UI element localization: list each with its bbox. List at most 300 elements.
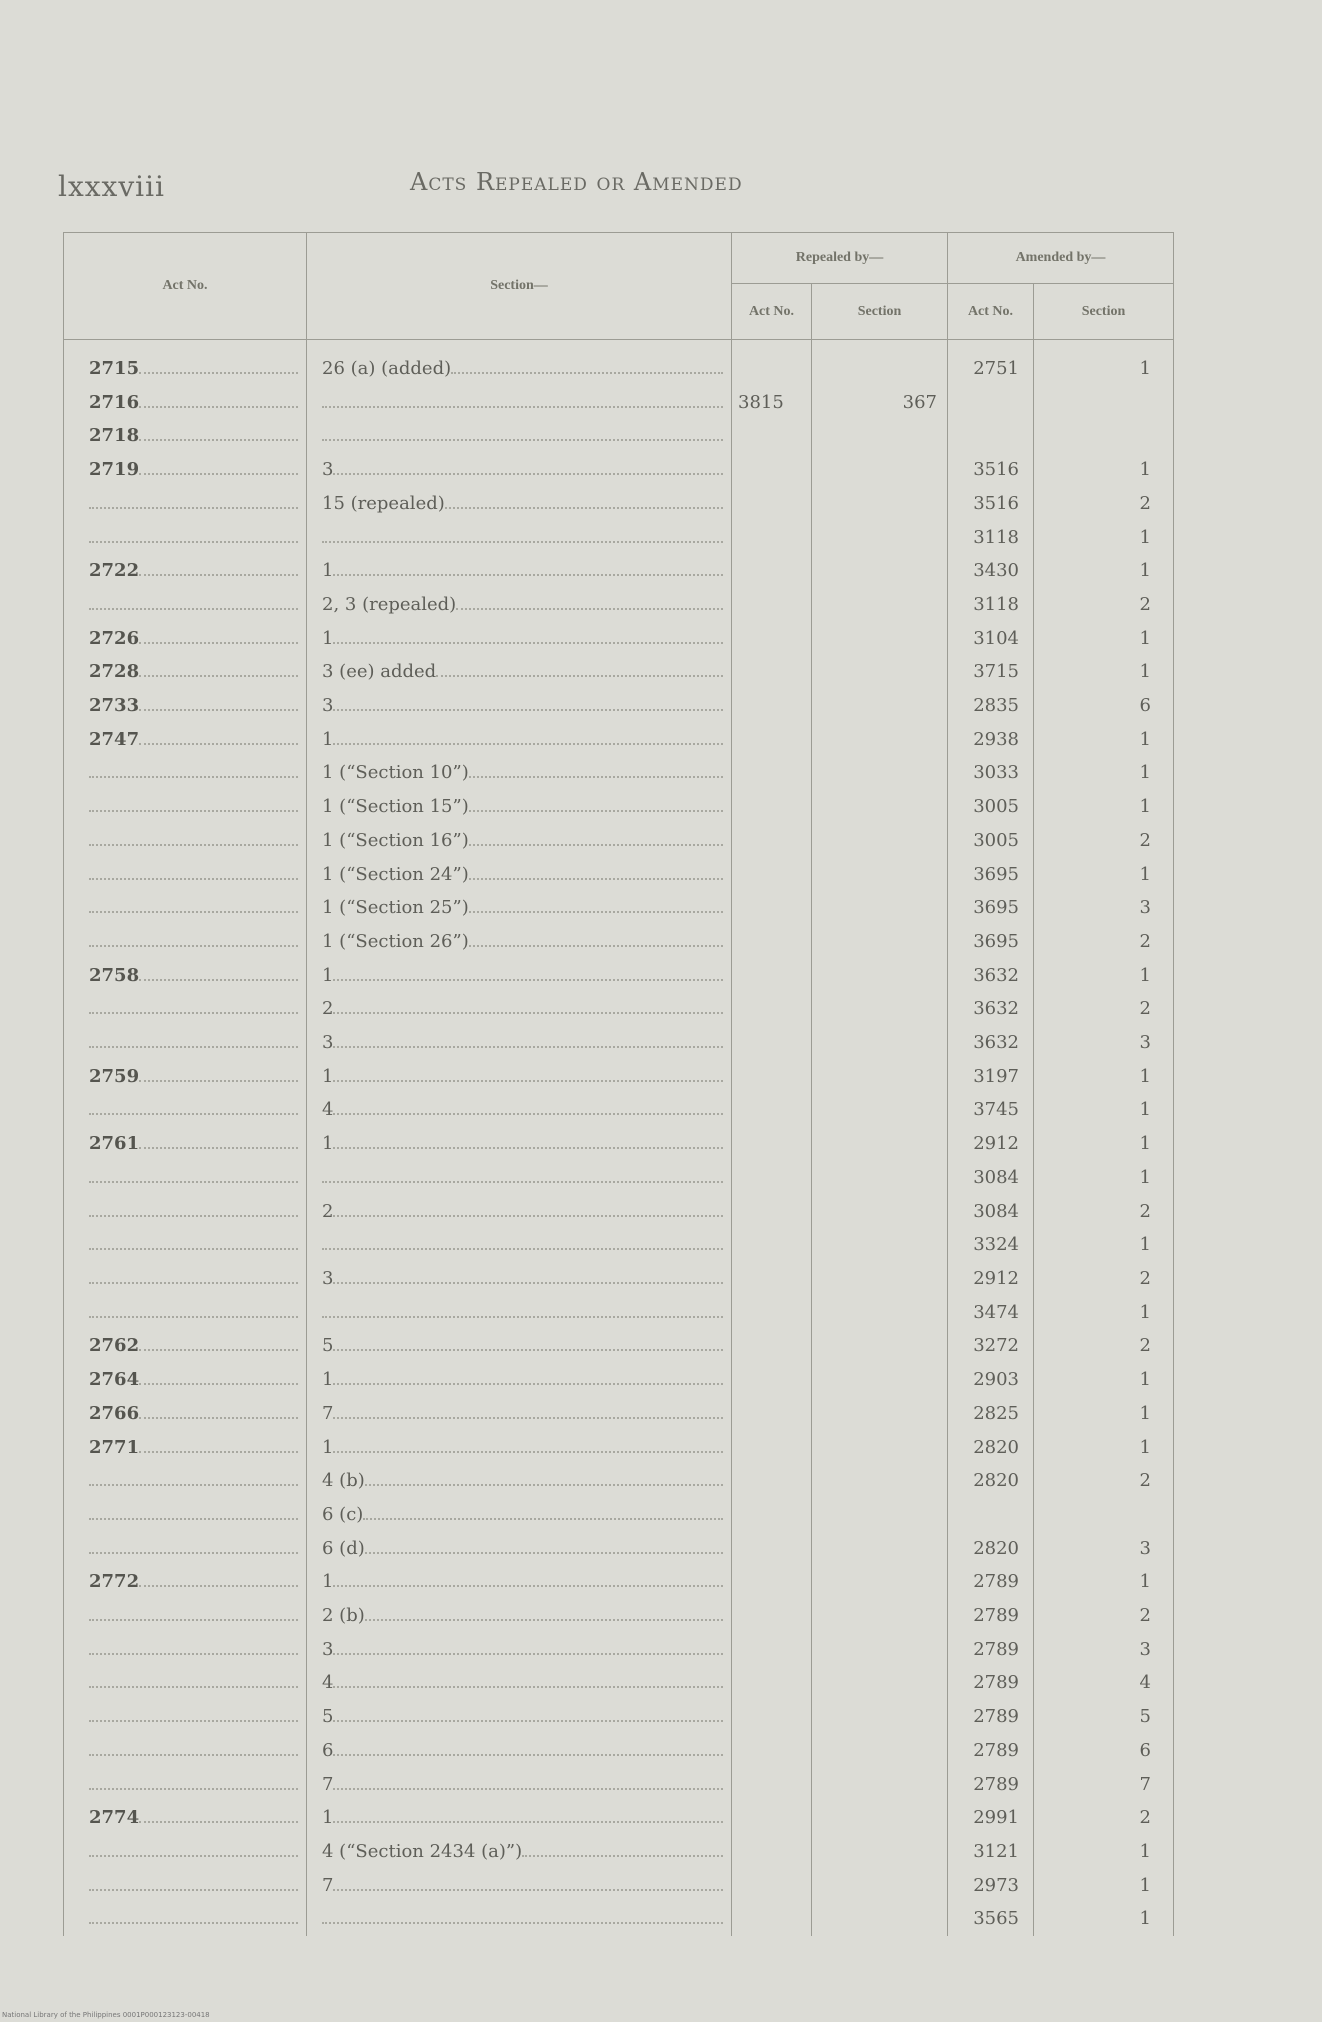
act-number-cell: [64, 1026, 307, 1060]
repealed-section-cell: [812, 1262, 948, 1296]
section-cell-text: 1 (“Section 25”): [322, 897, 469, 919]
act-number-cell: [64, 1363, 307, 1397]
act-number-cell: [64, 992, 307, 1026]
amended-act-cell: [948, 925, 1034, 959]
dot-leader: [139, 709, 298, 711]
repealed-act-cell: [732, 1060, 812, 1094]
amended-section-cell: [1034, 925, 1174, 959]
repealed-act-cell: [732, 554, 812, 588]
amended-act-cell-text: 3715: [973, 661, 1019, 683]
section-cell-text: 2, 3 (repealed): [322, 593, 457, 615]
repealed-section-cell: [812, 521, 948, 555]
amended-act-cell: [948, 1262, 1034, 1296]
dot-leader: [139, 574, 298, 576]
act-number-cell-text: 2771: [89, 1436, 140, 1458]
amended-act-cell: [948, 1565, 1034, 1599]
amended-act-cell: [948, 1666, 1034, 1700]
section-cell-text: 1: [322, 1065, 334, 1087]
header-act-no: Act No.: [64, 233, 307, 340]
dot-leader: [89, 1889, 298, 1891]
section-cell: [307, 1565, 732, 1599]
repealed-act-cell: [732, 1734, 812, 1768]
amended-section-cell-text: 1: [1139, 863, 1151, 885]
table-row: [64, 925, 1174, 959]
acts-table: [63, 232, 1174, 1936]
table-row: [64, 1363, 1174, 1397]
section-cell-text: 3: [322, 1032, 334, 1054]
section-cell-text: 1: [322, 964, 334, 986]
repealed-section-cell: [812, 1161, 948, 1195]
dot-leader: [89, 1619, 298, 1621]
act-number-cell: [64, 925, 307, 959]
repealed-section-cell: [812, 1431, 948, 1465]
dot-leader: [89, 1754, 298, 1756]
section-cell: [307, 1498, 732, 1532]
act-number-cell: [64, 1666, 307, 1700]
section-cell-text: 4 (b): [322, 1470, 365, 1492]
amended-act-cell: [948, 453, 1034, 487]
dot-leader: [89, 844, 298, 846]
amended-section-cell-text: 1: [1139, 728, 1151, 750]
amended-act-cell: [948, 588, 1034, 622]
table-row: [64, 790, 1174, 824]
page-title: Acts Repealed or Amended: [410, 168, 743, 196]
amended-act-cell-text: 3632: [973, 998, 1019, 1020]
act-number-cell: [64, 554, 307, 588]
amended-section-cell-text: 6: [1139, 695, 1151, 717]
amended-act-cell: [948, 1060, 1034, 1094]
table-row: [64, 723, 1174, 757]
act-number-cell: [64, 1127, 307, 1161]
table-row: [64, 1700, 1174, 1734]
amended-section-cell-text: 1: [1139, 964, 1151, 986]
table-row: [64, 655, 1174, 689]
amended-act-cell: [948, 1397, 1034, 1431]
amended-act-cell-text: 3118: [973, 593, 1019, 615]
amended-section-cell: [1034, 1262, 1174, 1296]
dot-leader: [89, 1788, 298, 1790]
repealed-act-cell: [732, 588, 812, 622]
section-cell-text: 1 (“Section 15”): [322, 796, 469, 818]
amended-section-cell: [1034, 858, 1174, 892]
amended-section-cell-text: 1: [1139, 1369, 1151, 1391]
repealed-act-cell: [732, 1902, 812, 1936]
repealed-section-cell: [812, 453, 948, 487]
repealed-section-cell: [812, 554, 948, 588]
repealed-act-cell: [732, 1262, 812, 1296]
table-row: [64, 992, 1174, 1026]
repealed-section-cell: [812, 1026, 948, 1060]
dot-leader: [469, 844, 723, 846]
section-cell-text: 1: [322, 728, 334, 750]
amended-section-cell: [1034, 1599, 1174, 1633]
dot-leader: [89, 1686, 298, 1688]
section-cell: [307, 1700, 732, 1734]
header-amended-section: Section: [1034, 284, 1174, 340]
table-row: [64, 1666, 1174, 1700]
amended-act-cell: [948, 521, 1034, 555]
section-cell: [307, 1431, 732, 1465]
section-cell: [307, 790, 732, 824]
section-cell: [307, 1195, 732, 1229]
dot-leader: [333, 1147, 723, 1149]
amended-section-cell-text: 1: [1139, 1065, 1151, 1087]
amended-act-cell-text: 2789: [973, 1571, 1019, 1593]
amended-act-cell: [948, 992, 1034, 1026]
amended-act-cell: [948, 1127, 1034, 1161]
table-row: [64, 1262, 1174, 1296]
amended-section-cell-text: 2: [1139, 1335, 1151, 1357]
dot-leader: [445, 507, 723, 509]
table-row: [64, 1431, 1174, 1465]
repealed-act-cell: [732, 1431, 812, 1465]
section-cell-text: 1: [322, 1369, 334, 1391]
amended-act-cell: [948, 1329, 1034, 1363]
repealed-section-cell: [812, 1296, 948, 1330]
act-number-cell: [64, 1093, 307, 1127]
amended-act-cell-text: 3430: [973, 560, 1019, 582]
section-cell: [307, 1026, 732, 1060]
act-number-cell: [64, 1768, 307, 1802]
amended-act-cell-text: 2789: [973, 1706, 1019, 1728]
page-number: lxxxviii: [58, 170, 166, 203]
repealed-act-cell: [732, 1026, 812, 1060]
section-cell: [307, 1397, 732, 1431]
dot-leader: [322, 1248, 723, 1250]
section-cell: [307, 689, 732, 723]
section-cell-text: 2 (b): [322, 1605, 365, 1627]
table-row: [64, 858, 1174, 892]
repealed-section-cell: [812, 1329, 948, 1363]
amended-act-cell-text: 2789: [973, 1739, 1019, 1761]
dot-leader: [333, 473, 723, 475]
repealed-section-cell: [812, 1801, 948, 1835]
dot-leader: [89, 507, 298, 509]
dot-leader: [333, 1282, 723, 1284]
dot-leader: [333, 1349, 723, 1351]
amended-act-cell-text: 2835: [973, 695, 1019, 717]
amended-section-cell: [1034, 824, 1174, 858]
dot-leader: [89, 1922, 298, 1924]
amended-act-cell-text: 3084: [973, 1200, 1019, 1222]
amended-act-cell-text: 3516: [973, 459, 1019, 481]
amended-section-cell-text: 1: [1139, 1133, 1151, 1155]
dot-leader: [139, 406, 298, 408]
act-number-cell: [64, 1869, 307, 1903]
amended-act-cell-text: 2912: [973, 1133, 1019, 1155]
repealed-act-cell: [732, 1599, 812, 1633]
dot-leader: [322, 439, 723, 441]
amended-act-cell-text: 2789: [973, 1773, 1019, 1795]
amended-section-cell-text: 1: [1139, 1436, 1151, 1458]
act-number-cell-text: 2719: [89, 459, 140, 481]
dot-leader: [139, 675, 298, 677]
amended-section-cell-text: 2: [1139, 1470, 1151, 1492]
repealed-section-cell: [812, 891, 948, 925]
amended-section-cell: [1034, 1228, 1174, 1262]
amended-act-cell: [948, 689, 1034, 723]
act-number-cell: [64, 1397, 307, 1431]
dot-leader: [139, 1417, 298, 1419]
act-number-cell-text: 2764: [89, 1369, 140, 1391]
amended-act-cell-text: 3121: [973, 1840, 1019, 1862]
dot-leader: [469, 878, 723, 880]
section-cell: [307, 1060, 732, 1094]
table-row: [64, 1195, 1174, 1229]
amended-act-cell: [948, 756, 1034, 790]
section-cell: [307, 521, 732, 555]
repealed-section-cell: [812, 1700, 948, 1734]
amended-act-cell-text: 2820: [973, 1436, 1019, 1458]
amended-section-cell: [1034, 1195, 1174, 1229]
act-number-cell-text: 2759: [89, 1065, 140, 1087]
section-cell: [307, 1532, 732, 1566]
dot-leader: [89, 1012, 298, 1014]
repealed-act-cell: [732, 723, 812, 757]
table-row: [64, 1869, 1174, 1903]
amended-section-cell-text: 1: [1139, 1840, 1151, 1862]
amended-act-cell-text: 3474: [973, 1301, 1019, 1323]
section-cell-text: 6: [322, 1739, 334, 1761]
dot-leader: [365, 1619, 723, 1621]
amended-act-cell: [948, 1700, 1034, 1734]
section-cell-text: 7: [322, 1874, 334, 1896]
amended-act-cell: [948, 386, 1034, 420]
act-number-cell: [64, 1599, 307, 1633]
amended-section-cell-text: 1: [1139, 627, 1151, 649]
act-number-cell: [64, 891, 307, 925]
amended-section-cell: [1034, 655, 1174, 689]
dot-leader: [365, 1484, 723, 1486]
amended-act-cell-text: 2938: [973, 728, 1019, 750]
amended-section-cell: [1034, 891, 1174, 925]
repealed-act-cell: [732, 1363, 812, 1397]
amended-section-cell-text: 1: [1139, 560, 1151, 582]
amended-section-cell: [1034, 1801, 1174, 1835]
repealed-act-cell: [732, 386, 812, 420]
section-cell-text: 4 (“Section 2434 (a)”): [322, 1840, 523, 1862]
amended-section-cell-text: 6: [1139, 1739, 1151, 1761]
dot-leader: [139, 372, 298, 374]
amended-section-cell: [1034, 689, 1174, 723]
amended-act-cell: [948, 1734, 1034, 1768]
dot-leader: [139, 979, 298, 981]
act-number-cell: [64, 1700, 307, 1734]
dot-leader: [456, 608, 723, 610]
table-row: [64, 554, 1174, 588]
act-number-cell: [64, 1902, 307, 1936]
amended-act-cell: [948, 1431, 1034, 1465]
section-cell-text: 3 (ee) added: [322, 661, 437, 683]
amended-section-cell-text: 3: [1139, 1537, 1151, 1559]
dot-leader: [139, 1451, 298, 1453]
repealed-section-cell: [812, 925, 948, 959]
dot-leader: [333, 1585, 723, 1587]
dot-leader: [89, 1248, 298, 1250]
section-cell-text: 15 (repealed): [322, 492, 445, 514]
amended-act-cell: [948, 824, 1034, 858]
amended-section-cell-text: 3: [1139, 1638, 1151, 1660]
act-number-cell: [64, 1734, 307, 1768]
dot-leader: [89, 945, 298, 947]
act-number-cell: [64, 453, 307, 487]
section-cell: [307, 723, 732, 757]
amended-section-cell: [1034, 1700, 1174, 1734]
dot-leader: [469, 810, 723, 812]
repealed-section-cell: [812, 419, 948, 453]
repealed-act-cell: [732, 1464, 812, 1498]
repealed-act-cell: [732, 891, 812, 925]
amended-act-cell-text: 3516: [973, 492, 1019, 514]
act-number-cell: [64, 1801, 307, 1835]
dot-leader: [469, 776, 723, 778]
amended-section-cell-text: 2: [1139, 829, 1151, 851]
amended-section-cell-text: 2: [1139, 1267, 1151, 1289]
amended-act-cell-text: 2912: [973, 1267, 1019, 1289]
section-cell-text: 1 (“Section 10”): [322, 762, 469, 784]
act-number-cell: [64, 1329, 307, 1363]
amended-section-cell: [1034, 1835, 1174, 1869]
dot-leader: [89, 1215, 298, 1217]
table-row: [64, 419, 1174, 453]
dot-leader: [322, 406, 723, 408]
section-cell: [307, 1363, 732, 1397]
section-cell-text: 4: [322, 1099, 334, 1121]
amended-act-cell: [948, 1093, 1034, 1127]
amended-act-cell-text: 2789: [973, 1605, 1019, 1627]
section-cell-text: 7: [322, 1773, 334, 1795]
act-number-cell: [64, 959, 307, 993]
act-number-cell-text: 2718: [89, 425, 140, 447]
repealed-section-cell: [812, 959, 948, 993]
table-row: [64, 1599, 1174, 1633]
repealed-section-cell: [812, 756, 948, 790]
amended-act-cell-text: 3324: [973, 1234, 1019, 1256]
amended-section-cell: [1034, 1127, 1174, 1161]
act-number-cell: [64, 1228, 307, 1262]
repealed-section-cell: [812, 1768, 948, 1802]
table-row: [64, 386, 1174, 420]
repealed-act-cell: [732, 1835, 812, 1869]
amended-section-cell: [1034, 1296, 1174, 1330]
amended-section-cell-text: 5: [1139, 1706, 1151, 1728]
amended-act-cell: [948, 340, 1034, 386]
repealed-section-cell: [812, 655, 948, 689]
amended-section-cell-text: 3: [1139, 897, 1151, 919]
section-cell-text: 1: [322, 1571, 334, 1593]
section-cell: [307, 1734, 732, 1768]
amended-act-cell-text: 3104: [973, 627, 1019, 649]
table-row: [64, 1026, 1174, 1060]
section-cell: [307, 1599, 732, 1633]
repealed-section-cell: [812, 1093, 948, 1127]
repealed-section-cell: [812, 1228, 948, 1262]
amended-section-cell-text: 1: [1139, 661, 1151, 683]
act-number-cell-text: 2761: [89, 1133, 140, 1155]
act-number-cell: [64, 655, 307, 689]
repealed-section-cell-text: 367: [902, 391, 937, 413]
amended-section-cell: [1034, 1869, 1174, 1903]
amended-section-cell: [1034, 1666, 1174, 1700]
section-cell-text: 1 (“Section 16”): [322, 829, 469, 851]
amended-section-cell: [1034, 1363, 1174, 1397]
amended-section-cell: [1034, 1633, 1174, 1667]
amended-act-cell: [948, 1869, 1034, 1903]
table-row: [64, 1060, 1174, 1094]
repealed-section-cell: [812, 1397, 948, 1431]
dot-leader: [89, 776, 298, 778]
dot-leader: [89, 1552, 298, 1554]
amended-act-cell: [948, 1768, 1034, 1802]
repealed-act-cell: [732, 1228, 812, 1262]
table-row: [64, 521, 1174, 555]
repealed-act-cell: [732, 1869, 812, 1903]
dot-leader: [333, 1686, 723, 1688]
amended-section-cell-text: 1: [1139, 1908, 1151, 1930]
repealed-section-cell: [812, 1532, 948, 1566]
dot-leader: [333, 1451, 723, 1453]
repealed-act-cell: [732, 521, 812, 555]
table-row: [64, 1464, 1174, 1498]
dot-leader: [333, 1012, 723, 1014]
amended-section-cell-text: 2: [1139, 998, 1151, 1020]
repealed-act-cell: [732, 790, 812, 824]
amended-section-cell-text: 3: [1139, 1032, 1151, 1054]
repealed-act-cell: [732, 1768, 812, 1802]
amended-section-cell: [1034, 419, 1174, 453]
repealed-act-cell: [732, 1565, 812, 1599]
dot-leader: [469, 945, 723, 947]
amended-section-cell: [1034, 1464, 1174, 1498]
section-cell: [307, 992, 732, 1026]
amended-act-cell: [948, 959, 1034, 993]
section-cell: [307, 1262, 732, 1296]
repealed-section-cell: [812, 824, 948, 858]
repealed-section-cell: [812, 1127, 948, 1161]
table-body: [64, 340, 1174, 1937]
section-cell-text: 7: [322, 1402, 334, 1424]
table-row: [64, 1565, 1174, 1599]
section-cell: [307, 1666, 732, 1700]
table-row: [64, 1498, 1174, 1532]
amended-section-cell-text: 1: [1139, 762, 1151, 784]
repealed-act-cell: [732, 622, 812, 656]
amended-section-cell: [1034, 1734, 1174, 1768]
amended-section-cell-text: 4: [1139, 1672, 1151, 1694]
dot-leader: [89, 1046, 298, 1048]
section-cell: [307, 1902, 732, 1936]
act-number-cell: [64, 790, 307, 824]
table-row: [64, 1228, 1174, 1262]
section-cell: [307, 487, 732, 521]
section-cell-text: 1: [322, 1133, 334, 1155]
dot-leader: [89, 810, 298, 812]
dot-leader: [333, 1754, 723, 1756]
dot-leader: [322, 1181, 723, 1183]
amended-act-cell: [948, 1296, 1034, 1330]
amended-act-cell-text: 3272: [973, 1335, 1019, 1357]
section-cell-text: 1 (“Section 24”): [322, 863, 469, 885]
amended-act-cell-text: 3118: [973, 526, 1019, 548]
amended-act-cell-text: 2991: [973, 1807, 1019, 1829]
amended-section-cell-text: 1: [1139, 1402, 1151, 1424]
act-number-cell: [64, 622, 307, 656]
dot-leader: [89, 1484, 298, 1486]
act-number-cell: [64, 487, 307, 521]
dot-leader: [333, 1720, 723, 1722]
amended-act-cell-text: 2789: [973, 1638, 1019, 1660]
amended-act-cell: [948, 419, 1034, 453]
